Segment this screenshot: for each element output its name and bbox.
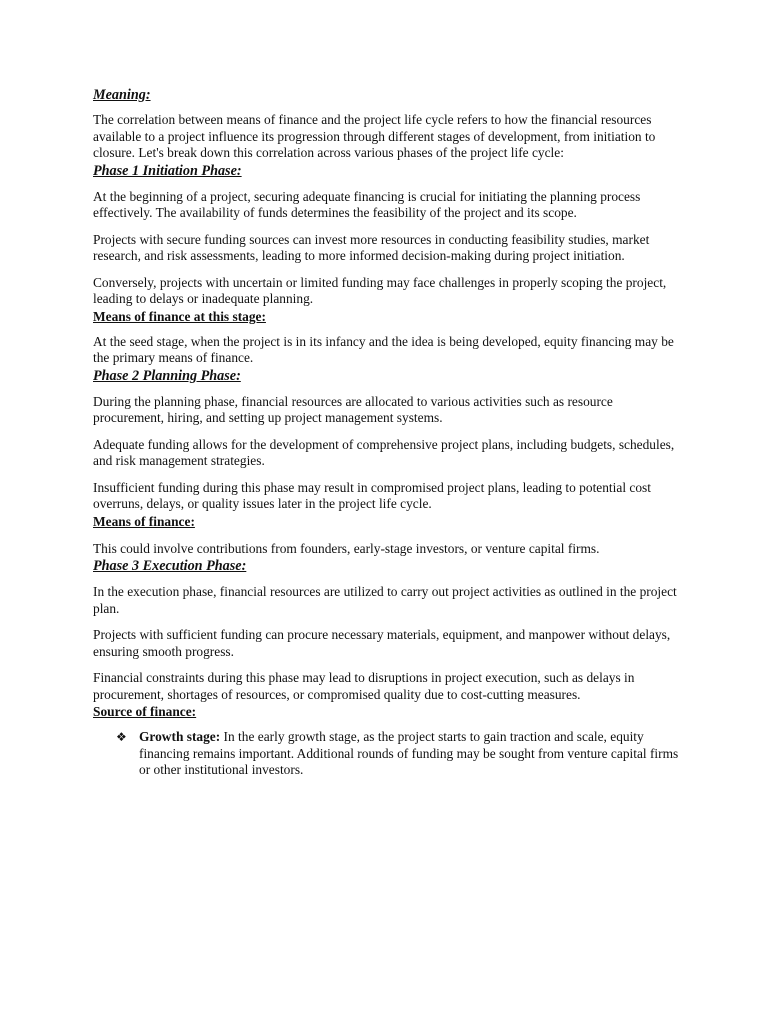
list-item [93, 729, 683, 779]
phase3-paragraph-3: Financial constraints during this phase may lead to disruptions in project execution, such as delays in procurement, shortages of resources, or compromised quality due to cost-cutting measures. [93, 670, 635, 702]
phase2-finance-heading: Means of finance: [93, 513, 195, 529]
phase1-heading: Phase 1 Initiation Phase: [93, 162, 242, 179]
phase2-paragraph-2: Adequate funding allows for the development of comprehensive project plans, including budgets, schedules, and risk management strategies. [93, 436, 675, 468]
phase2-heading: Phase 2 Planning Phase: [93, 367, 241, 384]
phase1-finance-heading: Means of finance at this stage: [93, 308, 266, 324]
phase2-finance-paragraph: This could involve contributions from founders, early-stage investors, or venture capital firms. [93, 540, 600, 556]
meaning-paragraph: The correlation between means of finance and the project life cycle refers to how the financial resources available to a project influence its progression through different stages of development, from initiation to closure. Let's break down this correlation across various phases of the project life cycle: [93, 112, 656, 160]
four-diamond-bullet-icon: ❖ [116, 730, 127, 744]
phase1-paragraph-3: Conversely, projects with uncertain or limited funding may face challenges in properly scoping the project, leading to delays or inadequate planning. [93, 274, 667, 306]
document-page [93, 86, 683, 779]
phase1-paragraph-2: Projects with secure funding sources can invest more resources in conducting feasibility studies, market research, and risk assessments, leading to more informed decision-making during project initiation. [93, 231, 650, 263]
phase3-paragraph-1: In the execution phase, financial resources are utilized to carry out project activities as outlined in the project plan. [93, 584, 677, 616]
phase1-finance-paragraph: At the seed stage, when the project is in its infancy and the idea is being developed, equity financing may be the primary means of finance. [93, 333, 674, 365]
phase2-paragraph-3: Insufficient funding during this phase may result in compromised project plans, leading to potential cost overruns, delays, or quality issues later in the project life cycle. [93, 479, 651, 511]
bullet-term: Growth stage: [139, 729, 221, 744]
phase1-paragraph-1: At the beginning of a project, securing adequate financing is crucial for initiating the planning process effectively. The availability of funds determines the feasibility of the project and its scope. [93, 188, 641, 220]
bullet-text: In the early growth stage, as the project starts to gain traction and scale, equity financing remains important. Additional rounds of funding may be sought from venture capital firms or other institutional investors. [139, 729, 679, 777]
phase2-paragraph-1: During the planning phase, financial resources are allocated to various activities such as resource procurement, hiring, and setting up project management systems. [93, 393, 613, 425]
meaning-heading: Meaning: [93, 87, 151, 103]
phase3-heading: Phase 3 Execution Phase: [93, 558, 247, 574]
finance-bullet-list [93, 729, 683, 779]
phase3-finance-heading: Source of finance: [93, 704, 197, 719]
phase3-paragraph-2: Projects with sufficient funding can procure necessary materials, equipment, and manpower without delays, ensuring smooth progress. [93, 627, 671, 659]
